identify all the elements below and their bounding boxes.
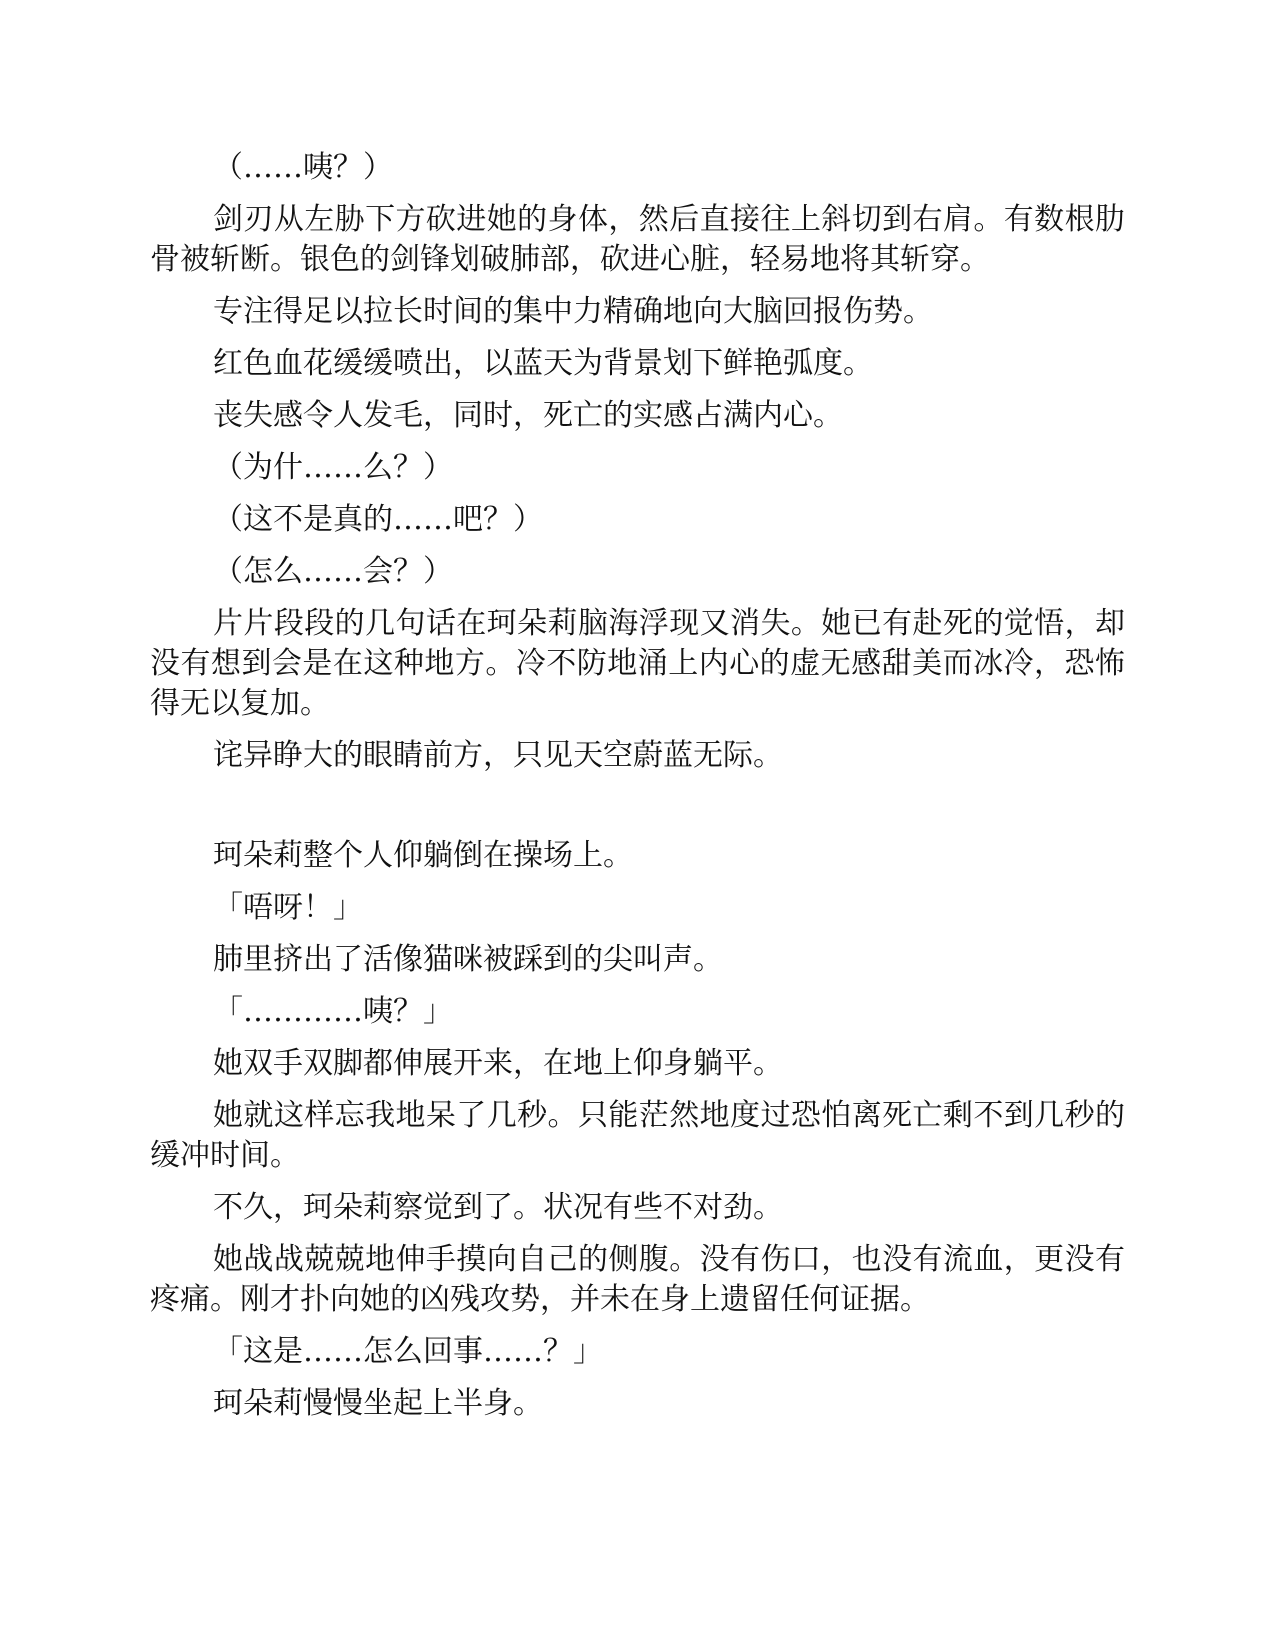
paragraph: 专注得足以拉长时间的集中力精确地向大脑回报伤势。 bbox=[213, 294, 933, 329]
paragraph: 她双手双脚都伸展开来，在地上仰身躺平。 bbox=[213, 1046, 783, 1081]
paragraph: 她战战兢兢地伸手摸向自己的侧腹。没有伤口，也没有流血，更没有疼痛。刚才扑向她的凶残攻势，并未在身上遗留任何证据。 bbox=[150, 1242, 1125, 1317]
paragraph: 珂朵莉整个人仰躺倒在操场上。 bbox=[213, 838, 633, 873]
paragraph: 她就这样忘我地呆了几秒。只能茫然地度过恐怕离死亡剩不到几秒的缓冲时间。 bbox=[150, 1098, 1125, 1173]
paragraph: 「这是……怎么回事……？」 bbox=[213, 1334, 603, 1369]
paragraph: （为什……么？） bbox=[213, 450, 453, 485]
section-break bbox=[150, 788, 1125, 836]
paragraph: 片片段段的几句话在珂朵莉脑海浮现又消失。她已有赴死的觉悟，却没有想到会是在这种地方。冷不防地涌上内心的虚无感甜美而冰冷，恐怖得无以复加。 bbox=[150, 606, 1125, 721]
paragraph: 「…………咦？」 bbox=[213, 994, 453, 1029]
paragraph: （这不是真的……吧？） bbox=[213, 502, 543, 537]
paragraph: 肺里挤出了活像猫咪被踩到的尖叫声。 bbox=[213, 942, 723, 977]
paragraph: 珂朵莉慢慢坐起上半身。 bbox=[213, 1386, 543, 1421]
paragraph: 剑刃从左胁下方砍进她的身体，然后直接往上斜切到右肩。有数根肋骨被斩断。银色的剑锋划破肺部，砍进心脏，轻易地将其斩穿。 bbox=[150, 202, 1125, 277]
paragraph: 「唔呀！」 bbox=[213, 890, 363, 925]
paragraph: （……咦？） bbox=[213, 150, 393, 185]
text-body bbox=[150, 148, 1125, 1436]
paragraph: 丧失感令人发毛，同时，死亡的实感占满内心。 bbox=[213, 398, 843, 433]
paragraph: 诧异睁大的眼睛前方，只见天空蔚蓝无际。 bbox=[213, 738, 783, 773]
paragraph: 红色血花缓缓喷出，以蓝天为背景划下鲜艳弧度。 bbox=[213, 346, 873, 381]
paragraph: 不久，珂朵莉察觉到了。状况有些不对劲。 bbox=[213, 1190, 783, 1225]
paragraph: （怎么……会？） bbox=[213, 554, 453, 589]
